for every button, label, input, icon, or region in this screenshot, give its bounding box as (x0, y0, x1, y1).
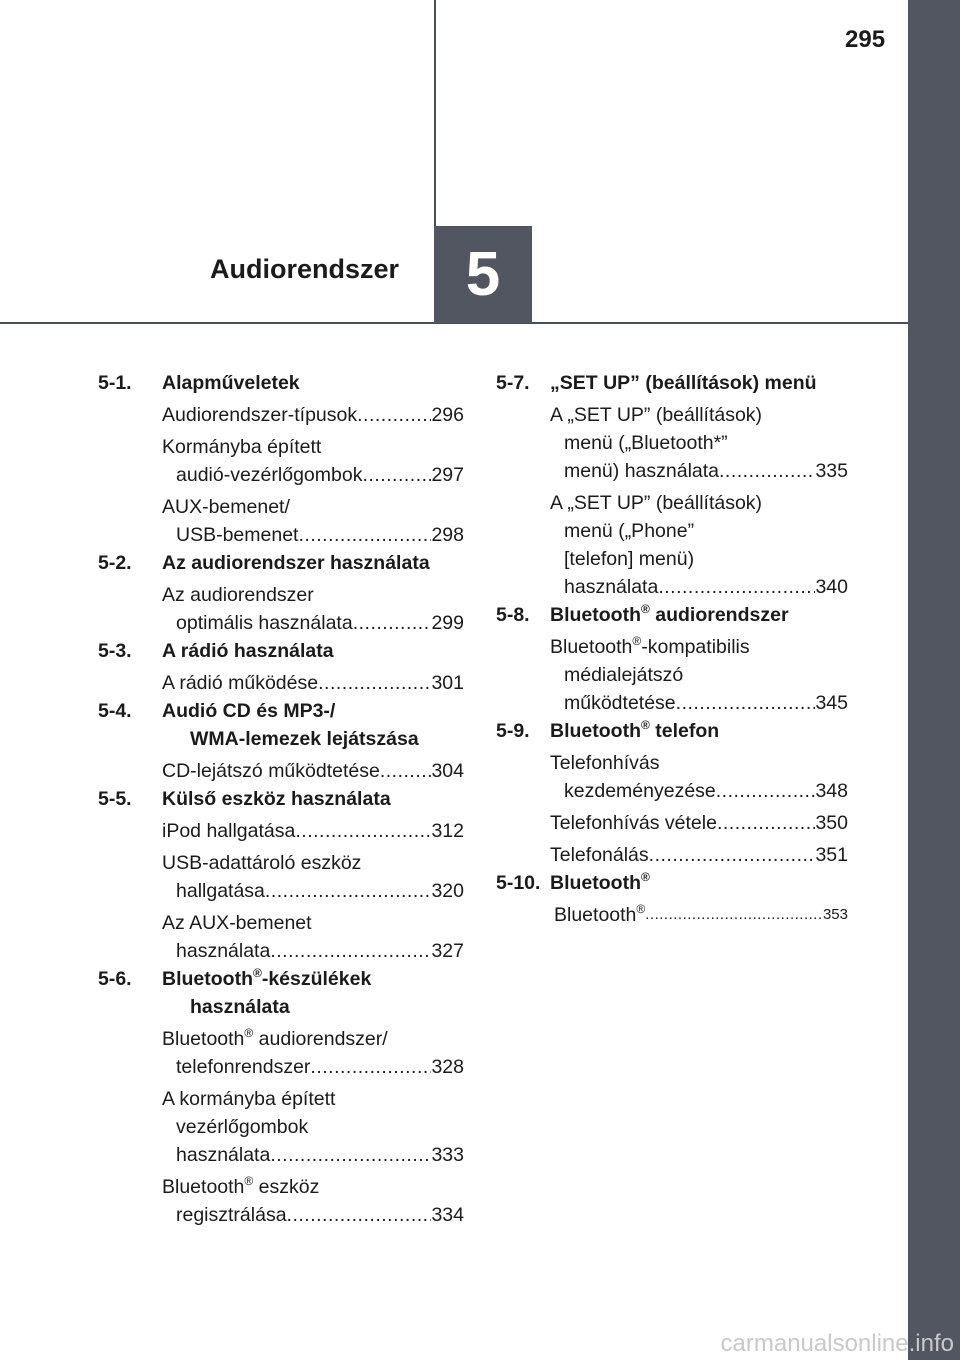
toc-entry[interactable] (162, 581, 464, 637)
section-title: Audió CD és MP3-/ WMA-lemezek lejátszása (162, 700, 419, 750)
entry-page: 334 (431, 1204, 464, 1226)
entry-page: 328 (431, 1056, 464, 1078)
toc-section-5-3 (98, 637, 464, 697)
entry-text: menü („Phone” (564, 520, 695, 542)
chapter-side-tab (908, 0, 960, 1360)
toc-entry[interactable] (550, 809, 848, 837)
toc-entry[interactable] (550, 633, 848, 717)
entry-text: Bluetooth® (554, 902, 646, 926)
registered-mark: ® (244, 1174, 254, 1188)
dot-leader (270, 1141, 431, 1169)
toc-entry[interactable] (162, 669, 464, 697)
entry-text: működtetése (564, 692, 676, 714)
entry-page: 345 (815, 692, 848, 714)
toc-entry[interactable] (550, 489, 848, 601)
page-number: 295 (845, 26, 886, 53)
registered-mark: ® (252, 966, 262, 980)
entry-page: 299 (431, 612, 464, 634)
entry-text: A rádió működése (162, 672, 319, 694)
dot-leader (645, 901, 823, 929)
toc-section-5-8 (496, 601, 848, 717)
entry-text: Az AUX-bemenet (162, 912, 312, 934)
registered-mark: ® (640, 602, 650, 616)
header-divider-vertical (434, 0, 436, 226)
section-heading[interactable] (98, 549, 464, 577)
section-heading[interactable] (98, 637, 464, 665)
dot-leader (719, 457, 815, 485)
dot-leader (649, 841, 816, 869)
dot-leader (310, 1053, 431, 1081)
entry-text: iPod hallgatása (162, 820, 296, 842)
entry-page: 297 (431, 464, 464, 486)
section-heading[interactable] (98, 965, 464, 1021)
section-heading[interactable] (496, 601, 848, 629)
toc-entry[interactable] (554, 901, 848, 929)
toc-entry[interactable] (162, 817, 464, 845)
chapter-title: Audiorendszer (210, 254, 400, 284)
toc-section-5-4 (98, 697, 464, 785)
watermark-text: carmanualsonline.info (720, 1330, 954, 1357)
section-number: 5-1. (98, 372, 132, 394)
toc-entry[interactable] (550, 401, 848, 485)
entry-page: 298 (431, 524, 464, 546)
entry-text: A „SET UP” (beállítások) (550, 404, 763, 426)
chapter-number-box (434, 226, 532, 323)
toc-entry[interactable] (162, 1025, 464, 1081)
entry-page: 304 (431, 760, 464, 782)
section-heading[interactable] (98, 697, 464, 753)
entry-page: 320 (431, 880, 464, 902)
section-title: Bluetooth® (550, 870, 650, 894)
toc-section-5-2 (98, 549, 464, 637)
entry-text: Telefonálás (550, 844, 649, 866)
entry-text: Telefonhívás (550, 752, 660, 774)
toc-right-column (496, 369, 848, 929)
section-title: A rádió használata (162, 640, 334, 662)
toc-entry[interactable] (162, 1085, 464, 1169)
entry-text: médialejátszó (564, 664, 684, 686)
entry-text: telefonrendszer (176, 1056, 311, 1078)
dot-leader (353, 609, 432, 637)
section-heading[interactable] (98, 785, 464, 813)
section-number: 5-9. (496, 720, 530, 742)
entry-text: CD-lejátszó működtetése (162, 760, 380, 782)
entry-text: USB-bemenet (176, 524, 299, 546)
toc-entry[interactable] (162, 493, 464, 549)
entry-page: 296 (431, 404, 464, 426)
dot-leader (380, 757, 432, 785)
entry-page: 350 (815, 812, 848, 834)
entry-text: A kormányba épített (162, 1088, 336, 1110)
toc-section-5-9 (496, 717, 848, 869)
dot-leader (265, 877, 432, 905)
toc-section-5-10 (496, 869, 848, 929)
toc-section-5-5 (98, 785, 464, 965)
entry-page: 312 (431, 820, 464, 842)
section-number: 5-10. (496, 872, 541, 894)
section-title: Alapműveletek (162, 372, 300, 394)
section-number: 5-8. (496, 604, 530, 626)
dot-leader (295, 817, 431, 845)
dot-leader (298, 521, 431, 549)
registered-mark: ® (640, 870, 650, 884)
entry-text: menü) használata (564, 460, 720, 482)
dot-leader (318, 669, 431, 697)
toc-entry[interactable] (162, 433, 464, 489)
registered-mark: ® (640, 718, 650, 732)
entry-text: Kormányba épített (162, 436, 322, 458)
entry-text: Az audiorendszer (162, 584, 314, 606)
toc-entry[interactable] (162, 757, 464, 785)
entry-text: USB-adattároló eszköz (162, 852, 362, 874)
section-title: Bluetooth® telefon (550, 718, 720, 742)
section-number: 5-6. (98, 968, 132, 990)
section-title: Az audiorendszer használata (162, 552, 430, 574)
entry-page: 335 (815, 460, 848, 482)
dot-leader (287, 1201, 432, 1229)
dot-leader (717, 809, 816, 837)
entry-text: használata (176, 940, 271, 962)
toc-section-5-1 (98, 369, 464, 549)
toc-entry[interactable] (550, 841, 848, 869)
section-number: 5-3. (98, 640, 132, 662)
dot-leader (658, 573, 815, 601)
entry-text: menü („Bluetooth*” (564, 432, 728, 454)
section-title: Külső eszköz használata (162, 788, 391, 810)
section-title: Bluetooth® audiorendszer (550, 602, 789, 626)
entry-text: Bluetooth®-kompatibilis (550, 634, 750, 658)
section-heading[interactable] (496, 717, 848, 745)
dot-leader (357, 401, 431, 429)
section-title: Bluetooth®-készülékek használata (162, 966, 372, 1018)
entry-text: Telefonhívás vétele (550, 812, 717, 834)
dot-leader (716, 777, 816, 805)
entry-text: [telefon] menü) (564, 548, 695, 570)
dot-leader (676, 689, 816, 717)
entry-page: 301 (431, 672, 464, 694)
toc-entry[interactable] (162, 401, 464, 429)
section-number: 5-2. (98, 552, 132, 574)
entry-text: hallgatása (176, 880, 265, 902)
section-heading[interactable] (496, 869, 848, 897)
entry-text: Audiorendszer-típusok (162, 404, 358, 426)
entry-text: A „SET UP” (beállítások) (550, 492, 763, 514)
entry-page: 351 (815, 844, 848, 866)
entry-page: 333 (431, 1144, 464, 1166)
dot-leader (270, 937, 431, 965)
dot-leader (362, 461, 431, 489)
entry-text: használata (176, 1144, 271, 1166)
entry-text: audió-vezérlőgombok (176, 464, 363, 486)
entry-text: vezérlőgombok (176, 1116, 309, 1138)
section-title: „SET UP” (beállítások) menü (550, 372, 817, 394)
entry-text: AUX-bemenet/ (162, 496, 290, 518)
toc-entry[interactable] (550, 749, 848, 805)
entry-text: Bluetooth® eszköz (162, 1174, 320, 1198)
registered-mark: ® (636, 902, 646, 916)
entry-page: 348 (815, 780, 848, 802)
section-heading[interactable] (98, 369, 464, 397)
entry-page: 340 (815, 576, 848, 598)
entry-text: regisztrálása (176, 1204, 287, 1226)
section-number: 5-5. (98, 788, 132, 810)
registered-mark: ® (632, 634, 642, 648)
registered-mark: ® (244, 1026, 254, 1040)
chapter-number: 5 (465, 240, 501, 309)
entry-text: használata (564, 576, 659, 598)
entry-page: 327 (431, 940, 464, 962)
section-number: 5-4. (98, 700, 132, 722)
entry-page: 353 (822, 906, 848, 923)
entry-text: optimális használata (176, 612, 353, 634)
toc-entry[interactable] (162, 909, 464, 965)
toc-left-column (98, 369, 464, 1229)
toc-entry[interactable] (162, 849, 464, 905)
section-number: 5-7. (496, 372, 530, 394)
toc-entry[interactable] (162, 1173, 464, 1229)
toc-section-5-6 (98, 965, 464, 1229)
entry-text: kezdeményezése (564, 780, 716, 802)
toc-section-5-7 (496, 369, 848, 601)
entry-text: Bluetooth® audiorendszer/ (162, 1026, 388, 1050)
section-heading[interactable] (496, 369, 848, 397)
